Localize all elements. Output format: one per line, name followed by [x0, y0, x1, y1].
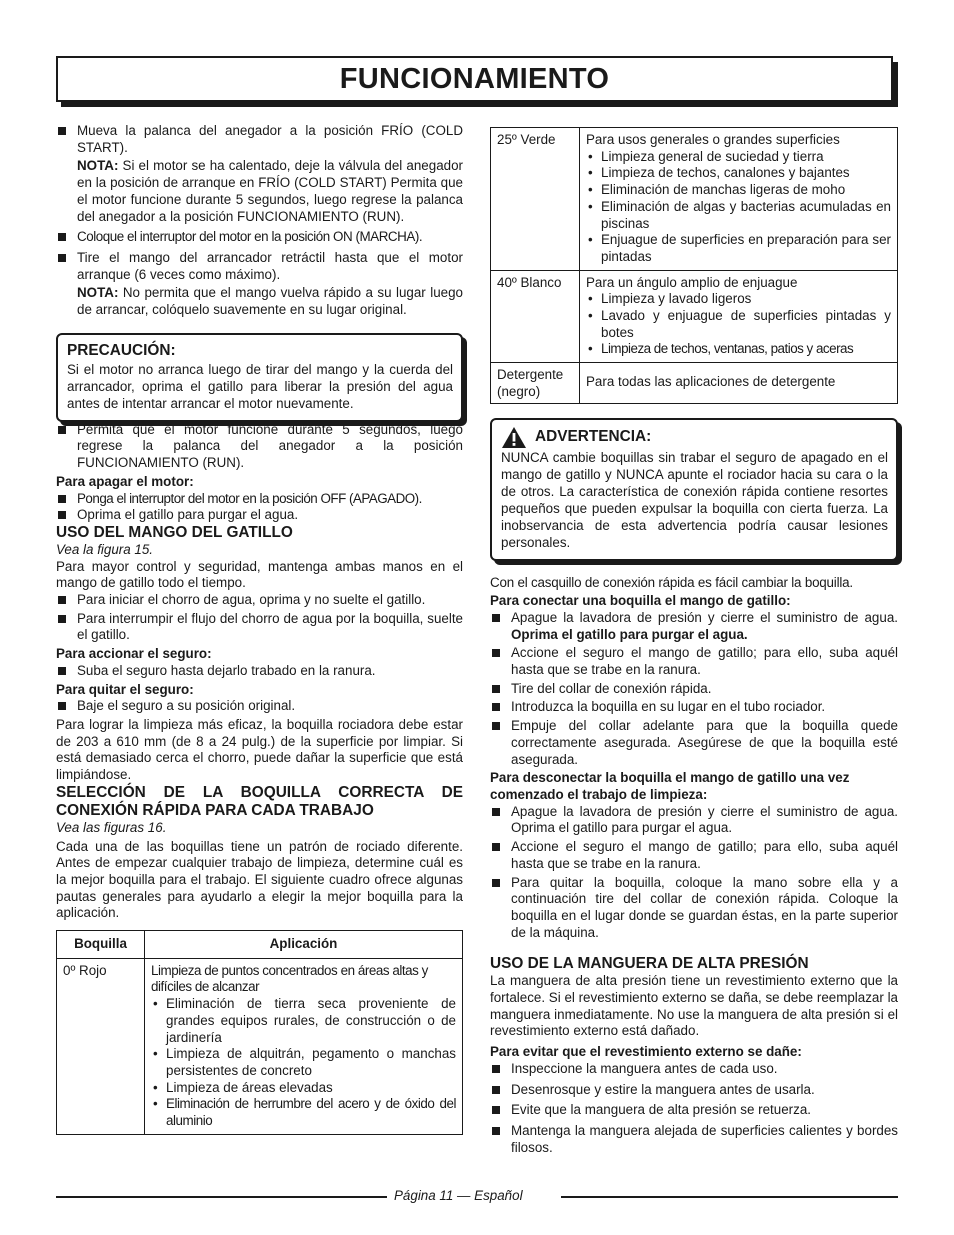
list-item: Evite que la manguera de alta presión se retuerza. [490, 1102, 898, 1119]
warning-text: NUNCA cambie boquillas sin trabar el seguro de apagado en el mango de gatillo y NUNCA apunte el rociador hacia su cara o la de otros. La característica de conexión rápida contiene resortes pequeños que pueden expulsar la boquilla con cierta fuerza. La inobservancia de esta advertencia podría causar lesiones personales. [501, 449, 888, 550]
list-item: • Eliminación de tierra seca proveniente de grandes equipos rurales, de construcción o de jardinería [151, 996, 456, 1046]
application-cell: Limpieza de puntos concentrados en áreas altas y difíciles de alcanzar • Eliminación de tierra seca proveniente de grandes equipos rurales, de construcción o de jardinería • Limpieza de alquitrán, pegamento o manchas persistentes de concreto • Limpieza de áreas elevadas • Eliminación de herrumbre del acero y de óxido del aluminio [145, 958, 463, 1134]
application-cell: Para usos generales o grandes superficies • Limpieza general de suciedad y tierra • Limpieza de techos, canalones y bajantes • Eliminación de manchas ligeras de moho • Eliminación de algas y bacterias acumuladas en piscinas • Enjuague de superficies en preparación para ser pintadas [580, 128, 898, 271]
list-item: • Limpieza y lavado ligeros [586, 291, 891, 308]
trigger-list [56, 592, 463, 644]
list-item: Para iniciar el chorro de agua, oprima y no suelte el gatillo. [56, 592, 463, 609]
start-steps-list [56, 123, 463, 319]
list-item: Introduzca la boquilla en su lugar en el tubo rociador. [490, 699, 898, 716]
title-banner [56, 56, 893, 102]
connect-list [490, 610, 898, 768]
list-item: Mantenga la manguera alejada de superficies calientes y bordes filosos. [490, 1123, 898, 1156]
list-item: Permita que el motor funcione durante 5 segundos, luego regrese la palanca del anegador a la posición FUNCIONAMIENTO (RUN). [56, 422, 463, 472]
nozzle-cell: 25º Verde [491, 128, 580, 271]
list-item: • Enjuague de superficies en preparación para ser pintadas [586, 232, 891, 265]
list-item: Coloque el interruptor del motor en la posición ON (MARCHA). [56, 229, 463, 246]
trigger-intro: Para mayor control y seguridad, mantenga ambas manos en el mango de gatillo todo el tiempo. [56, 558, 463, 591]
stop-list [56, 491, 463, 524]
lock-heading: Para accionar el seguro: [56, 646, 212, 662]
application-cell: Para todas las aplicaciones de detergente [580, 363, 898, 403]
nozzle-cell: 0º Rojo [57, 958, 145, 1134]
caution-box [56, 333, 463, 422]
trigger-figref: Vea la figura 15. [56, 541, 154, 557]
list-item: • Eliminación de herrumbre del acero y de óxido del aluminio [151, 1096, 456, 1129]
list-item: • Eliminación de algas y bacterias acumuladas en piscinas [586, 199, 891, 232]
list-item: Oprima el gatillo para purgar el agua. [56, 507, 463, 524]
run-list [56, 422, 463, 472]
left-column [56, 123, 463, 1135]
list-item: Apague la lavadora de presión y cierre el suministro de agua. Oprima el gatillo para purgar el agua. [490, 610, 898, 643]
list-item: Apague la lavadora de presión y cierre el suministro de agua. Oprima el gatillo para purgar el agua. [490, 804, 898, 837]
list-item: • Eliminación de manchas ligeras de moho [586, 182, 891, 199]
nozzle-table [56, 930, 463, 1135]
disconnect-heading: Para desconectar la boquilla el mango de gatillo una vez comenzado el trabajo de limpieza: [490, 770, 850, 802]
list-item: • Limpieza de áreas elevadas [151, 1080, 456, 1097]
hose-subheading: Para evitar que el revestimiento externo se dañe: [490, 1044, 802, 1060]
list-item: Mueva la palanca del anegador a la posición FRÍO (COLD START). NOTA: Si el motor se ha calentado, deje la válvula del anegador en la posición de arranque en FRÍO (COLD START) Permita que el motor funcione durante 5 segundos, luego regrese la palanca del anegador a la posición FUNCIONAMIENTO (RUN). [56, 123, 463, 225]
nozzle-cell: 40º Blanco [491, 270, 580, 363]
table-row [491, 270, 898, 363]
right-column [490, 127, 898, 1156]
trigger-outro: Para lograr la limpieza más eficaz, la boquilla rociadora debe estar de 203 a 610 mm (de 8 a 24 pulg.) de la superficie por limpiar. Si está demasiado cerca el chorro, puede dañar la superficie que está limpiándose. [56, 716, 463, 783]
nozzle-table-continued [490, 127, 898, 404]
warning-title: ADVERTENCIA: [535, 428, 652, 446]
list-item: Empuje del collar adelante para que la boquilla quede correctamente asegurada. Asegúrese de que la boquilla esté asegurada. [490, 718, 898, 768]
list-item: Suba el seguro hasta dejarlo trabado en la ranura. [56, 663, 463, 680]
list-item: • Limpieza de techos, canalones y bajantes [586, 165, 891, 182]
warning-triangle-icon [501, 426, 527, 449]
stop-heading: Para apagar el motor: [56, 473, 194, 489]
list-item: Desenrosque y estire la manguera antes de usarla. [490, 1082, 898, 1099]
warning-box [490, 418, 898, 561]
list-item: Ponga el interruptor del motor en la posición OFF (APAGADO). [56, 491, 463, 508]
caution-text: Si el motor no arranca luego de tirar del mango y la cuerda del arrancador, oprima el gatillo para liberar la presión del agua antes de intentar arrancar el motor nuevamente. [67, 361, 453, 411]
page-number: Página 11 — Español [394, 1188, 523, 1203]
nozzle-intro: Cada una de las boquillas tiene un patrón de rociado diferente. Antes de empezar cualquier trabajo de limpieza, determine cuál es la mejor boquilla para el trabajo. El siguiente cuadro ofrece algunas pautas generales para ayudarlo a elegir la mejor boquilla para la aplicación. [56, 838, 463, 921]
page-title: FUNCIONAMIENTO [339, 62, 610, 95]
table-row [491, 128, 898, 271]
note: NOTA: No permita que el mango vuelva rápido a su lugar luego de arrancar, colóquelo suavemente en su lugar original. [77, 285, 463, 318]
list-item: Tire el mango del arrancador retráctil hasta que el motor arranque (6 veces como máximo). NOTA: No permita que el mango vuelva rápido a su lugar luego de arrancar, colóquelo suavemente en su lugar original. [56, 250, 463, 319]
list-item: Accione el seguro el mango de gatillo; para ello, suba aquél hasta que se trabe en la ranura. [490, 645, 898, 678]
list-item: Accione el seguro el mango de gatillo; para ello, suba aquél hasta que se trabe en la ranura. [490, 839, 898, 872]
list-item: Tire del collar de conexión rápida. [490, 681, 898, 698]
table-header-row [57, 931, 463, 959]
disconnect-list [490, 804, 898, 942]
list-item: Para interrumpir el flujo del chorro de agua por la boquilla, suelte el gatillo. [56, 611, 463, 644]
quick-change-text: Con el casquillo de conexión rápida es fácil cambiar la boquilla. [490, 574, 853, 590]
connect-heading: Para conectar una boquilla el mango de gatillo: [490, 593, 791, 609]
unlock-heading: Para quitar el seguro: [56, 681, 194, 697]
hose-list [490, 1061, 898, 1157]
list-item: • Limpieza general de suciedad y tierra [586, 149, 891, 166]
list-item: • Lavado y enjuague de superficies pintadas y botes [586, 308, 891, 341]
list-item: Baje el seguro a su posición original. [56, 698, 463, 715]
hose-intro: La manguera de alta presión tiene un revestimiento externo que la fortalece. Si el revestimiento externo se daña, se debe reemplazar la manguera inmediatamente. No use la manguera de alta presión si el revestimiento externo está dañado. [490, 973, 898, 1039]
nozzle-figref: Vea las figuras 16. [56, 819, 167, 835]
nozzle-cell: Detergente (negro) [491, 363, 580, 403]
application-cell: Para un ángulo amplio de enjuague • Limpieza y lavado ligeros • Lavado y enjuague de superficies pintadas y botes • Limpieza de techos, ventanas, patios y aceras [580, 270, 898, 363]
hose-heading: USO DE LA MANGUERA DE ALTA PRESIÓN [490, 955, 809, 973]
trigger-heading: USO DEL MANGO DEL GATILLO [56, 523, 293, 541]
col-header-nozzle: Boquilla [57, 931, 145, 959]
unlock-list [56, 698, 463, 715]
list-item: • Limpieza de alquitrán, pegamento o manchas persistentes de concreto [151, 1046, 456, 1079]
list-item: • Limpieza de techos, ventanas, patios y aceras [586, 341, 891, 358]
list-item: Para quitar la boquilla, coloque la mano sobre ella y a continuación tire del collar de conexión rápida. Coloque la boquilla en el lugar donde se guardan éstas, en la parte superior de la máquina. [490, 875, 898, 942]
caution-title: PRECAUCIÓN: [67, 341, 176, 359]
footer-rule-right [561, 1196, 898, 1198]
table-row [491, 363, 898, 403]
note: NOTA: Si el motor se ha calentado, deje la válvula del anegador en la posición de arranque en FRÍO (COLD START) Permita que el motor funcione durante 5 segundos, luego regrese la palanca del anegador a la posición FUNCIONAMIENTO (RUN). [77, 158, 463, 224]
footer-rule-left [56, 1196, 387, 1198]
table-row [57, 958, 463, 1134]
col-header-application: Aplicación [145, 931, 463, 959]
list-item: Inspeccione la manguera antes de cada uso. [490, 1061, 898, 1078]
nozzle-heading: SELECCIÓN DE LA BOQUILLA CORRECTA DE CONEXIÓN RÁPIDA PARA CADA TRABAJO [56, 783, 463, 819]
lock-list [56, 663, 463, 680]
